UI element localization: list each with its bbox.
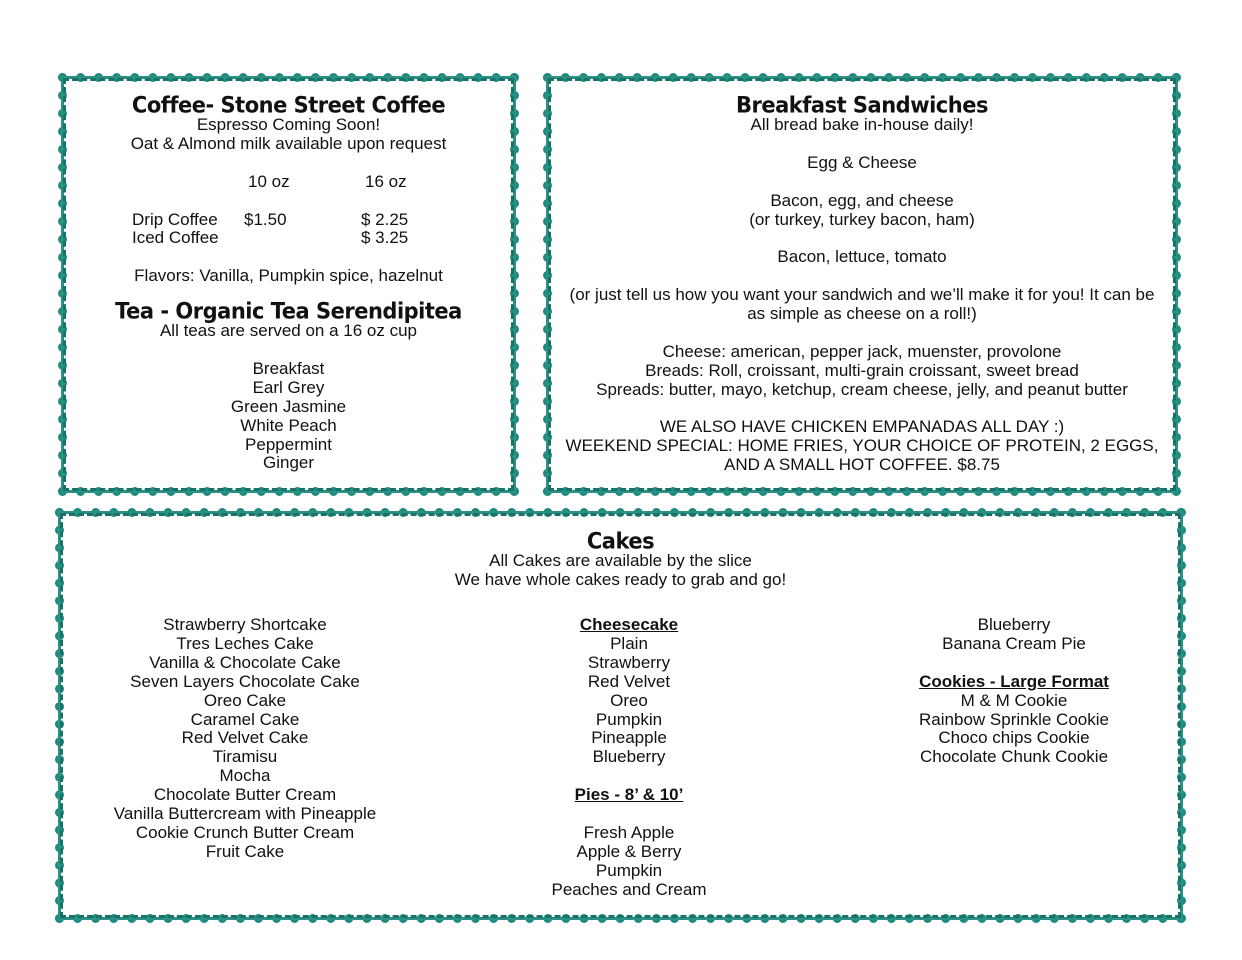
weekend-special: AND A SMALL HOT COFFEE. $8.75 [724, 455, 1000, 475]
breakfast-panel [543, 73, 1181, 496]
list-item: Plain [610, 633, 648, 653]
coffee-tea-panel [58, 73, 519, 496]
list-item: Chocolate Chunk Cookie [919, 747, 1109, 767]
custom-note: as simple as cheese on a roll!) [747, 304, 977, 323]
list-item: Vanilla & Chocolate Cake [149, 652, 341, 672]
cakes-note: All Cakes are available by the slice [489, 551, 752, 570]
list-item: Bacon, lettuce, tomato [777, 247, 947, 267]
tea-subtitle: All teas are served on a 16 oz cup [159, 321, 418, 341]
list-item: Bacon, egg, and cheese [770, 190, 954, 210]
list-item: Chocolate Butter Cream [153, 785, 337, 805]
breakfast-subtitle: All bread bake in-house daily! [750, 115, 974, 134]
list-item: Oreo [610, 690, 648, 710]
coffee-flavors: Flavors: Vanilla, Pumpkin spice, hazelnut [134, 266, 443, 286]
cakes-note: We have whole cakes ready to grab and go! [454, 569, 787, 589]
list-item: Oreo Cake [203, 690, 287, 710]
list-item: Peppermint [245, 434, 332, 454]
list-item: Vanilla Buttercream with Pineapple [113, 804, 377, 824]
list-item: M & M Cookie [960, 690, 1068, 710]
list-item: Caramel Cake [190, 709, 300, 729]
size-header-large: 16 oz [365, 171, 407, 191]
coffee-milk-note: Oat & Almond milk available upon request [130, 133, 447, 153]
coffee-item-price-small [244, 229, 361, 248]
size-header-small: 10 oz [248, 171, 290, 191]
list-item: Egg & Cheese [807, 152, 917, 172]
cheesecake-heading: Cheesecake [579, 615, 679, 634]
list-item: Blueberry [977, 615, 1051, 634]
coffee-item-price-large: $ 2.25 [361, 209, 409, 229]
list-item: White Peach [240, 415, 337, 435]
bread-options: Breads: Roll, croissant, multi-grain croissant, sweet bread [645, 360, 1079, 380]
list-item: Mocha [219, 766, 271, 786]
coffee-espresso-note: Espresso Coming Soon! [196, 115, 381, 134]
spread-options: Spreads: butter, mayo, ketchup, cream cheese, jelly, and peanut butter [596, 379, 1128, 399]
table-row [132, 211, 445, 230]
cheese-options: Cheese: american, pepper jack, muenster, provolone [662, 341, 1062, 361]
cakes-title: Cakes [586, 528, 655, 554]
list-item: Strawberry [587, 652, 671, 672]
tea-title: Tea - Organic Tea Serendipitea [115, 298, 462, 324]
list-item: Choco chips Cookie [938, 728, 1090, 748]
pies-heading: Pies - 8’ & 10’ [574, 785, 684, 805]
coffee-item-price-small: $1.50 [244, 209, 287, 229]
list-item: Tiramisu [212, 747, 278, 767]
list-item: Peaches and Cream [551, 879, 707, 899]
list-item: Breakfast [252, 358, 325, 378]
list-item: Strawberry Shortcake [163, 615, 327, 634]
cakes-panel [55, 508, 1186, 923]
list-item: Blueberry [592, 747, 666, 767]
list-item: Green Jasmine [230, 396, 347, 416]
table-row [132, 229, 445, 248]
list-item: Tres Leches Cake [176, 633, 314, 653]
list-item: Fruit Cake [205, 841, 285, 861]
cakes-column-3 [884, 616, 1144, 767]
cakes-column-1 [100, 616, 390, 862]
list-item: Cookie Crunch Butter Cream [135, 822, 355, 842]
list-item: Rainbow Sprinkle Cookie [919, 709, 1109, 729]
list-item: Fresh Apple [583, 822, 675, 842]
list-item: Seven Layers Chocolate Cake [130, 671, 360, 691]
list-item: Apple & Berry [576, 841, 682, 861]
list-item: Pumpkin [595, 709, 663, 729]
coffee-price-table [132, 173, 445, 249]
coffee-title: Coffee- Stone Street Coffee [131, 92, 446, 118]
item-note: (or turkey, turkey bacon, ham) [749, 209, 975, 229]
list-item: Ginger [262, 453, 315, 473]
weekend-special: WEEKEND SPECIAL: HOME FRIES, YOUR CHOICE OF PROTEIN, 2 EGGS, [565, 436, 1159, 456]
list-item: Red Velvet [587, 671, 671, 691]
list-item: Banana Cream Pie [942, 633, 1086, 653]
list-item: Earl Grey [252, 377, 325, 397]
cookies-heading: Cookies - Large Format [919, 671, 1109, 691]
coffee-item-name: Iced Coffee [132, 228, 219, 248]
cakes-column-2 [499, 616, 759, 900]
custom-note: (or just tell us how you want your sandwich and we’ll make it for you! It can be [569, 285, 1155, 305]
empanadas-note: WE ALSO HAVE CHICKEN EMPANADAS ALL DAY :) [659, 417, 1065, 437]
breakfast-title: Breakfast Sandwiches [736, 92, 988, 118]
list-item: Red Velvet Cake [181, 728, 309, 748]
list-item: Pineapple [591, 728, 667, 748]
coffee-item-price-large: $ 3.25 [361, 228, 409, 248]
coffee-item-name: Drip Coffee [132, 209, 218, 229]
list-item: Pumpkin [595, 860, 663, 880]
